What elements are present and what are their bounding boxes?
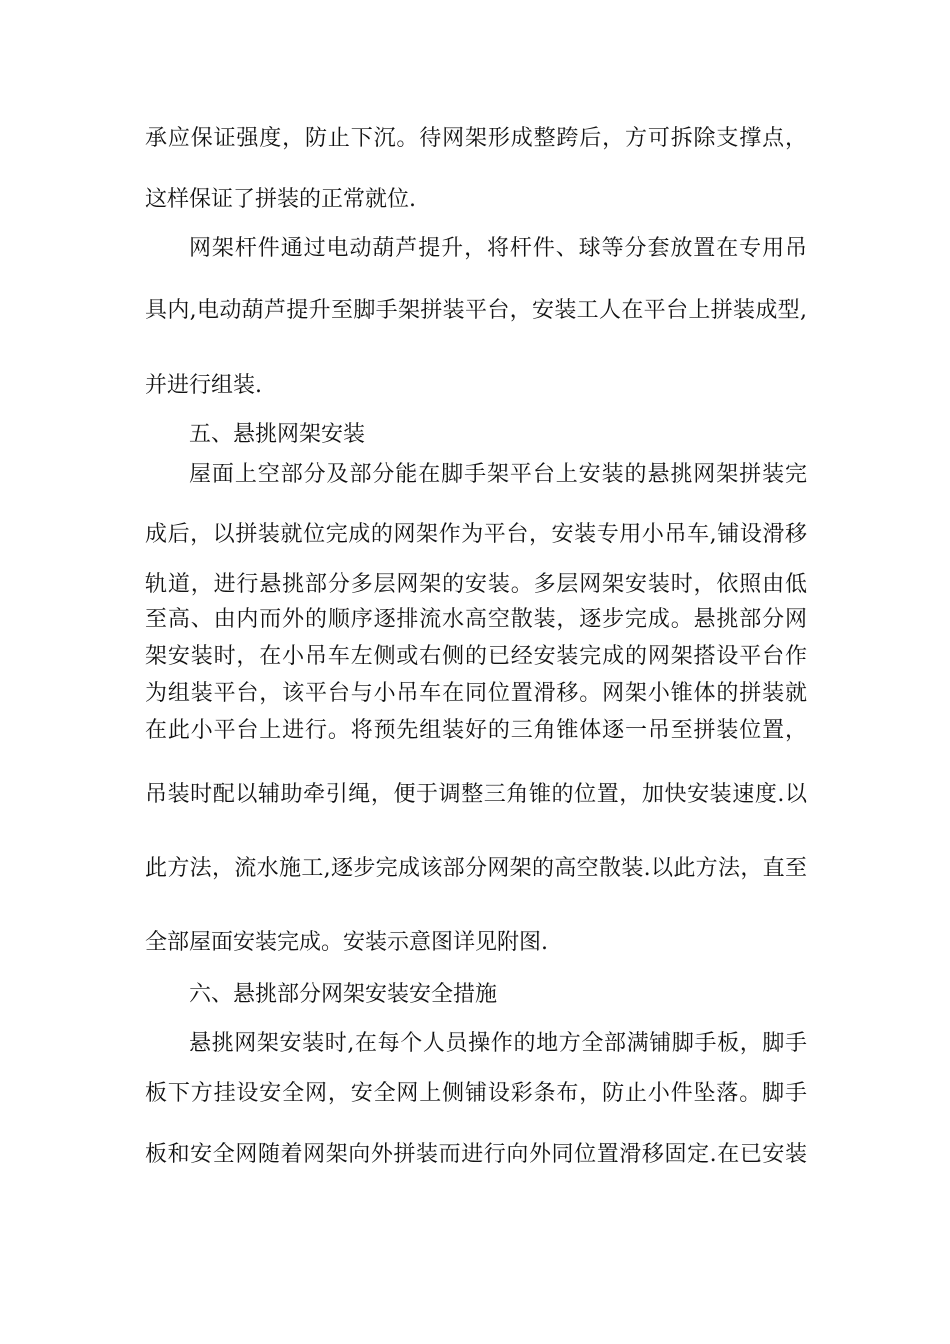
text-line: 这样保证了拼装的正常就位. bbox=[145, 187, 416, 212]
text-line: 板下方挂设安全网，安全网上侧铺设彩条布，防止小件坠落。脚手 bbox=[145, 1081, 807, 1106]
text-line: 吊装时配以辅助牵引绳，便于调整三角锥的位置，加快安装速度.以 bbox=[145, 782, 807, 807]
text-line: 并进行组装. bbox=[145, 373, 262, 398]
text-line: 此方法，流水施工,逐步完成该部分网架的高空散装.以此方法，直至 bbox=[145, 856, 807, 881]
text-line: 屋面上空部分及部分能在脚手架平台上安装的悬挑网架拼装完 bbox=[189, 462, 807, 487]
text-line: 为组装平台，该平台与小吊车在同位置滑移。网架小锥体的拼装就 bbox=[145, 681, 807, 706]
text-line: 承应保证强度，防止下沉。待网架形成整跨后，方可拆除支撑点， bbox=[145, 126, 807, 151]
text-line: 轨道，进行悬挑部分多层网架的安装。多层网架安装时，依照由低 bbox=[145, 572, 807, 597]
text-line: 全部屋面安装完成。安装示意图详见附图. bbox=[145, 930, 548, 955]
text-line: 在此小平台上进行。将预先组装好的三角锥体逐一吊至拼装位置， bbox=[145, 718, 807, 743]
text-line: 至高、由内而外的顺序逐排流水高空散装，逐步完成。悬挑部分网 bbox=[145, 607, 807, 632]
text-line: 网架杆件通过电动葫芦提升，将杆件、球等分套放置在专用吊 bbox=[189, 236, 807, 261]
section-heading: 五、悬挑网架安装 bbox=[189, 422, 366, 447]
text-line: 悬挑网架安装时,在每个人员操作的地方全部满铺脚手板，脚手 bbox=[189, 1031, 807, 1056]
text-line: 架安装时，在小吊车左侧或右侧的已经安装完成的网架搭设平台作 bbox=[145, 644, 807, 669]
text-line: 板和安全网随着网架向外拼装而进行向外同位置滑移固定.在已安装 bbox=[145, 1142, 807, 1167]
text-line: 具内,电动葫芦提升至脚手架拼装平台，安装工人在平台上拼装成型, bbox=[145, 298, 807, 323]
section-heading: 六、悬挑部分网架安装安全措施 bbox=[189, 982, 498, 1007]
text-line: 成后，以拼装就位完成的网架作为平台，安装专用小吊车,铺设滑移 bbox=[145, 522, 807, 547]
